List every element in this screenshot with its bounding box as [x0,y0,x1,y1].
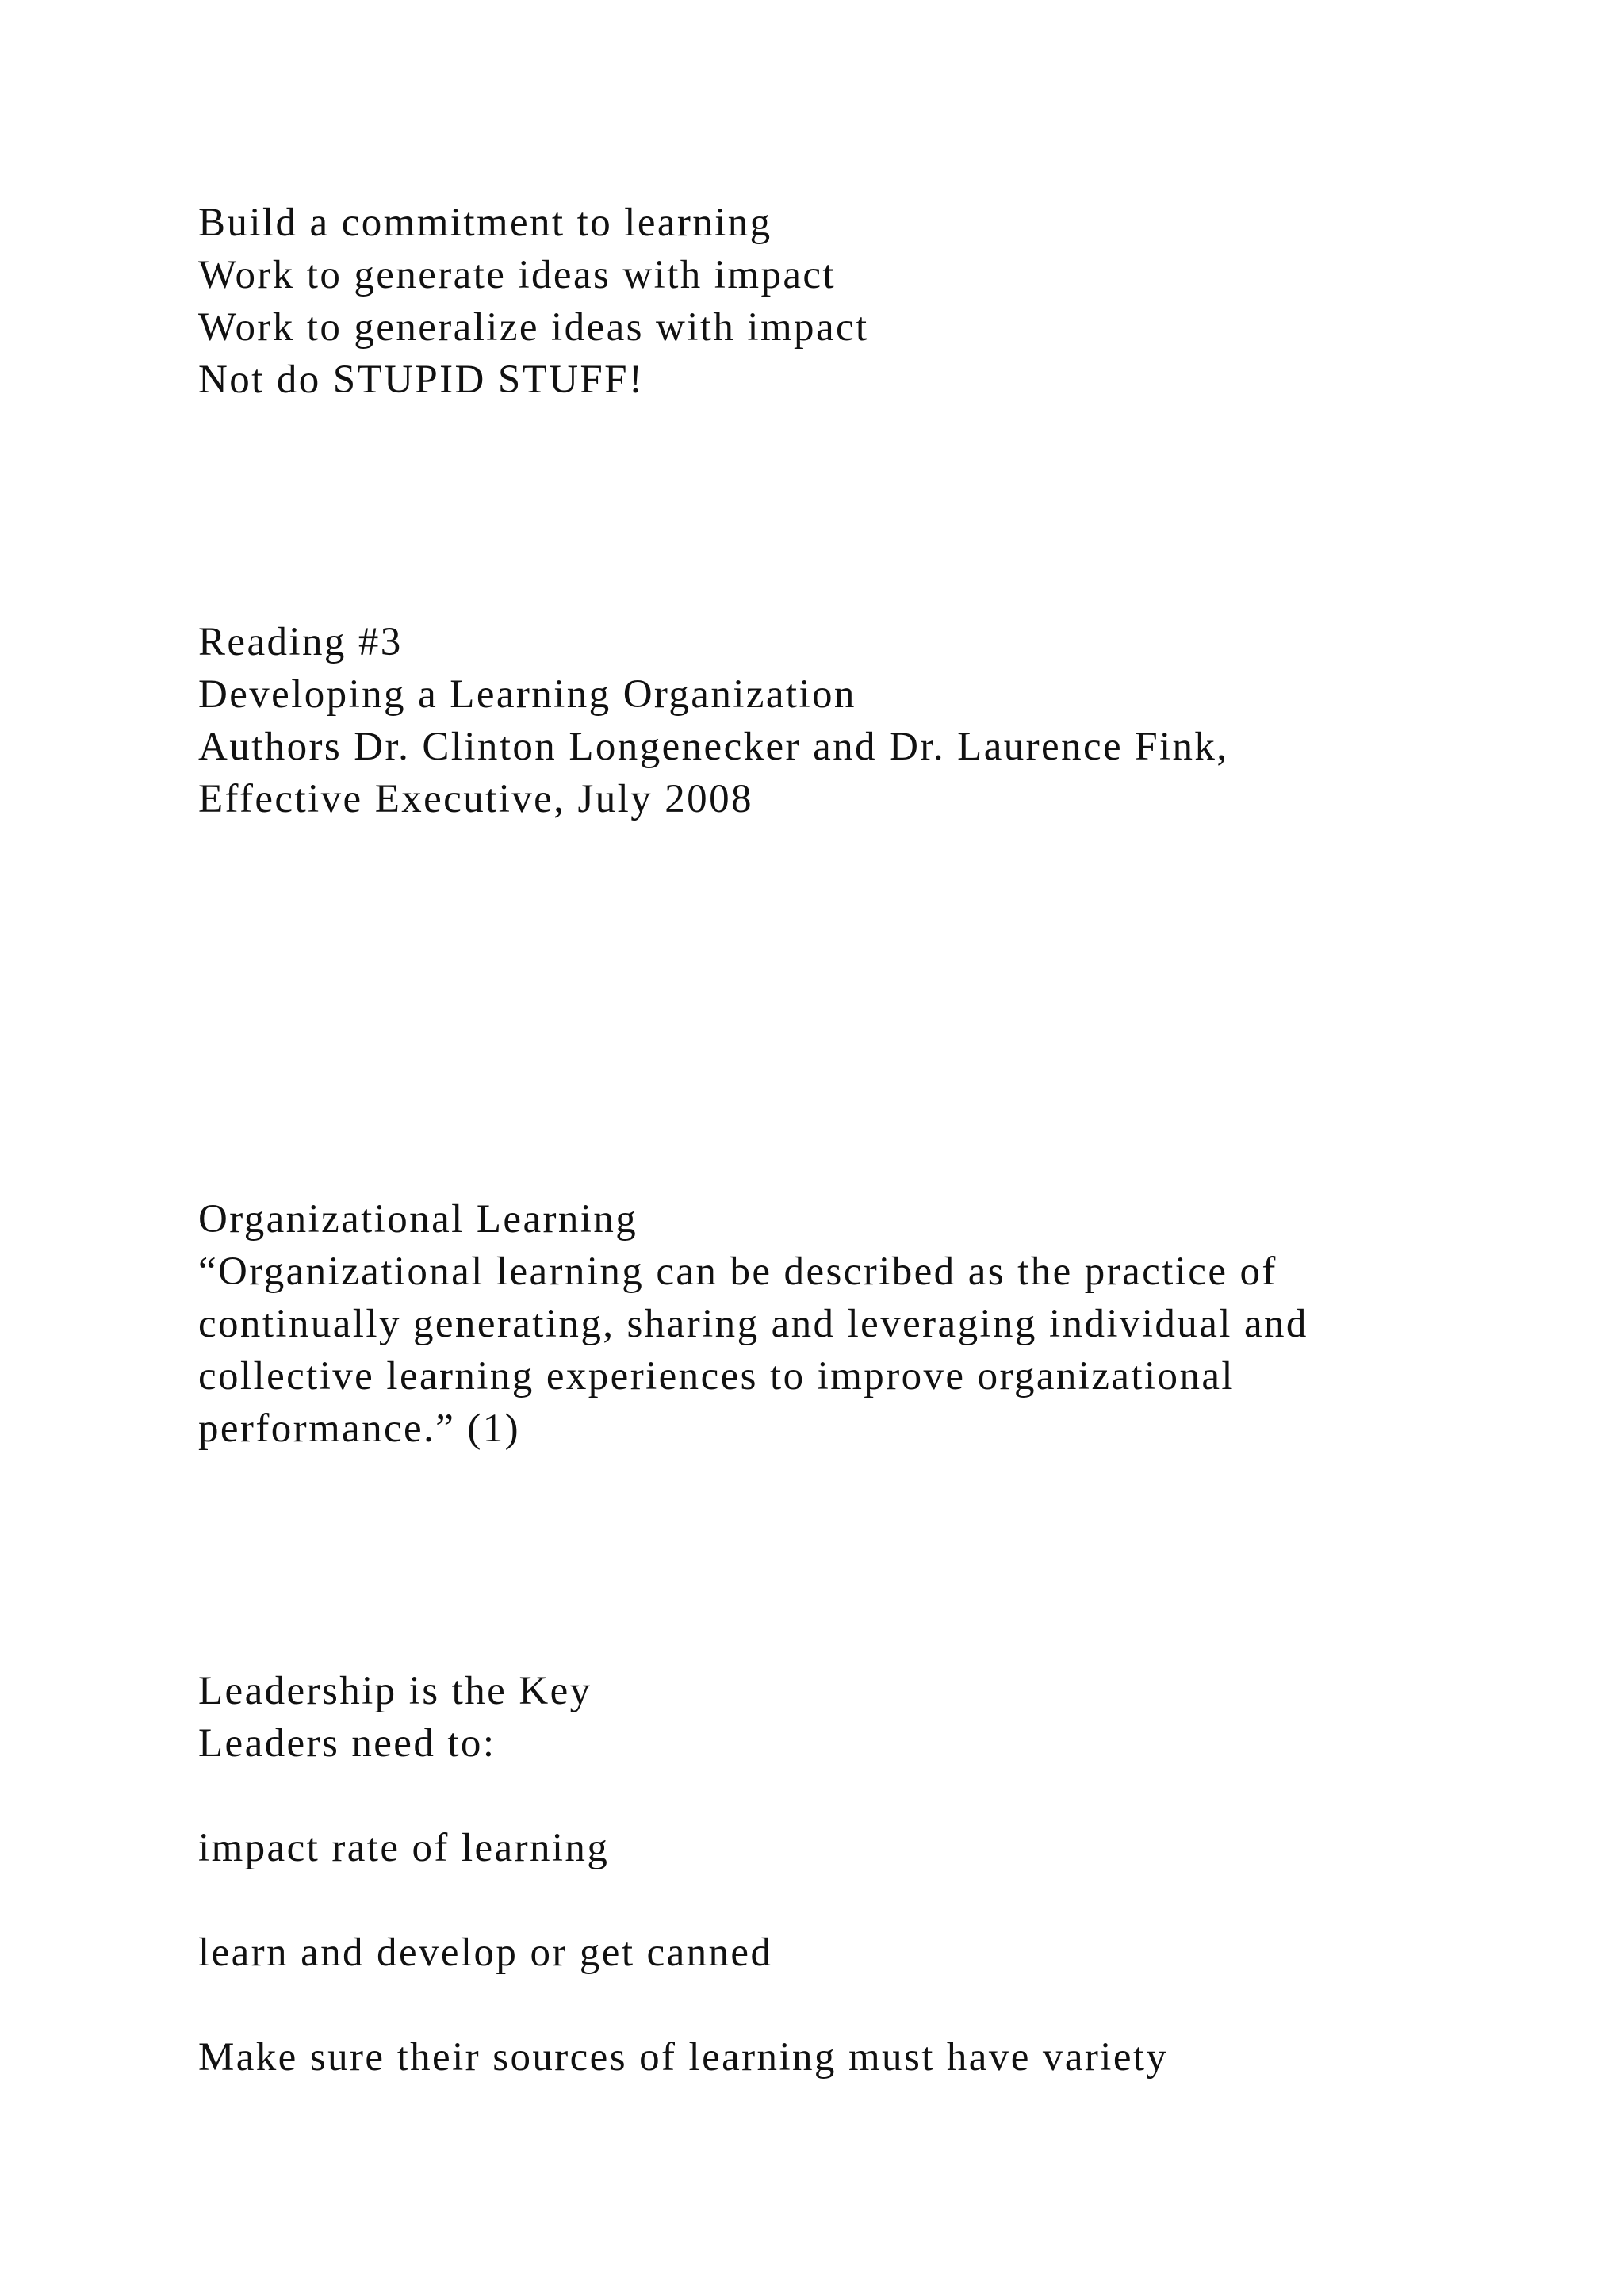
reading-title: Developing a Learning Organization [198,672,856,717]
intro-line: Work to generalize ideas with impact [198,305,869,350]
leadership-subheading: Leaders need to: [198,1721,496,1766]
org-learning-quote-line: continually generating, sharing and leveraging individual and [198,1302,1308,1346]
leadership-item: Make sure their sources of learning must have variety [198,2035,1169,2080]
reading-label: Reading #3 [198,620,403,664]
org-learning-quote-line: “Organizational learning can be described as the practice of [198,1249,1277,1294]
reading-authors: Authors Dr. Clinton Longenecker and Dr. Laurence Fink, [198,725,1229,769]
org-learning-quote-line: performance.” (1) [198,1406,521,1451]
intro-line: Work to generate ideas with impact [198,253,836,297]
leadership-heading: Leadership is the Key [198,1669,592,1713]
intro-line: Build a commitment to learning [198,201,772,245]
reading-source: Effective Executive, July 2008 [198,777,753,821]
leadership-item: learn and develop or get canned [198,1931,773,1975]
org-learning-heading: Organizational Learning [198,1197,638,1242]
org-learning-quote-line: collective learning experiences to improve organizational [198,1354,1235,1399]
intro-line: Not do STUPID STUFF! [198,358,645,402]
leadership-item: impact rate of learning [198,1826,610,1870]
